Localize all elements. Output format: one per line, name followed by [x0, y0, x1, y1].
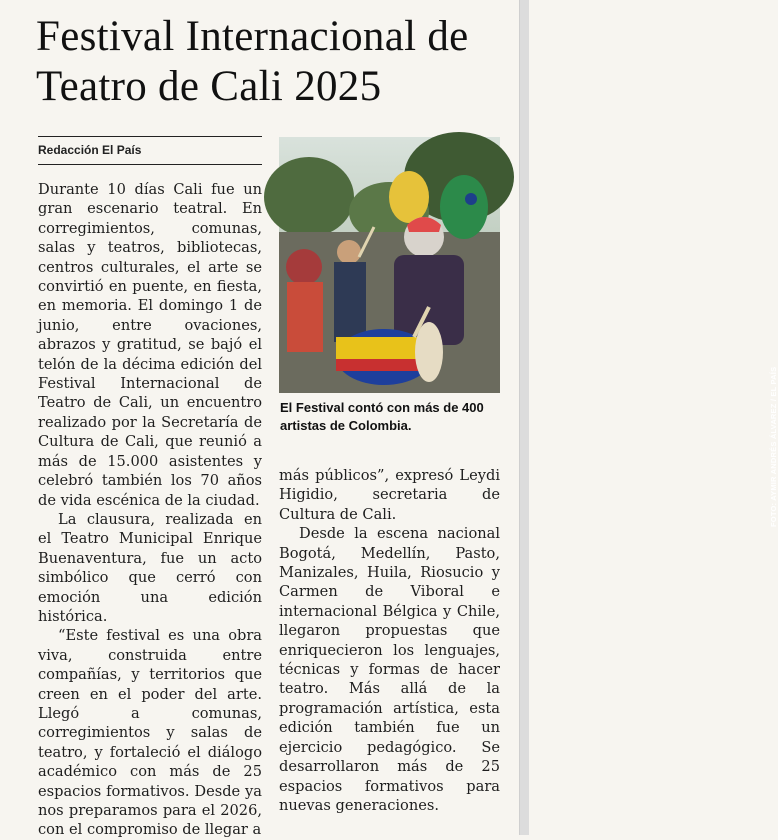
byline-rule-bottom	[38, 164, 262, 165]
paragraph: “Este festival es una obra viva, construida entre compañías, y territorios que creen en el poder del arte. Llegó a comunas, corregimientos y salas de teatro, y fortaleció el diálogo académico con más de 25 espacios formativos. Desde ya nos preparamos para el 2026, con el compromiso de llegar a	[38, 627, 262, 839]
headline: Festival Internacional de Teatro de Cali 2025	[36, 13, 469, 110]
article-column-left	[38, 180, 262, 840]
paragraph: Desde la escena nacional Bogotá, Medellín, Pasto, Manizales, Huila, Riosucio y Carmen de Viboral e internacional Bélgica y Chile, llegaron propuestas que enriquecieron los lenguajes, técnicas y formas de hacer teatro. Más allá de la programación artística, esta edición también fue un ejercicio pedagógico. Se desarrollaron más de 25 espacios formativos para nuevas generaciones.	[279, 525, 500, 814]
paragraph: La clausura, realizada en el Teatro Municipal Enrique Buenaventura, fue un acto simbólico que cerró con emoción una edición histórica.	[38, 510, 262, 625]
byline: Redacción El País	[38, 143, 142, 157]
byline-rule-top	[38, 136, 262, 137]
festival-photo-image	[279, 137, 500, 393]
photo-caption: El Festival contó con más de 400 artistas de Colombia.	[280, 400, 484, 433]
article-column-right	[279, 466, 500, 815]
paragraph: Durante 10 días Cali fue un gran escenario teatral. En corregimientos, comunas, salas y teatros, bibliotecas, centros culturales, el arte se convirtió en puente, en fiesta, en memoria. El domingo 1 de junio, entre ovaciones, abrazos y gratitud, se bajó el telón de la décima edición del Festival Internacional de Teatro de Cali, un encuentro realizado por la Secretaría de Cultura de Cali, que reunió a más de 15.000 asistentes y celebró también los 70 años de vida escénica de la ciudad.	[38, 181, 262, 509]
paragraph: más públicos”, expresó Leydi Higidio, secretaria de Cultura de Cali.	[279, 467, 500, 523]
page-edge	[519, 0, 529, 835]
photo-credit: FOTO: AYMIR ANDRÉS ÁLVAREZ / EL PAÍS	[769, 366, 778, 527]
